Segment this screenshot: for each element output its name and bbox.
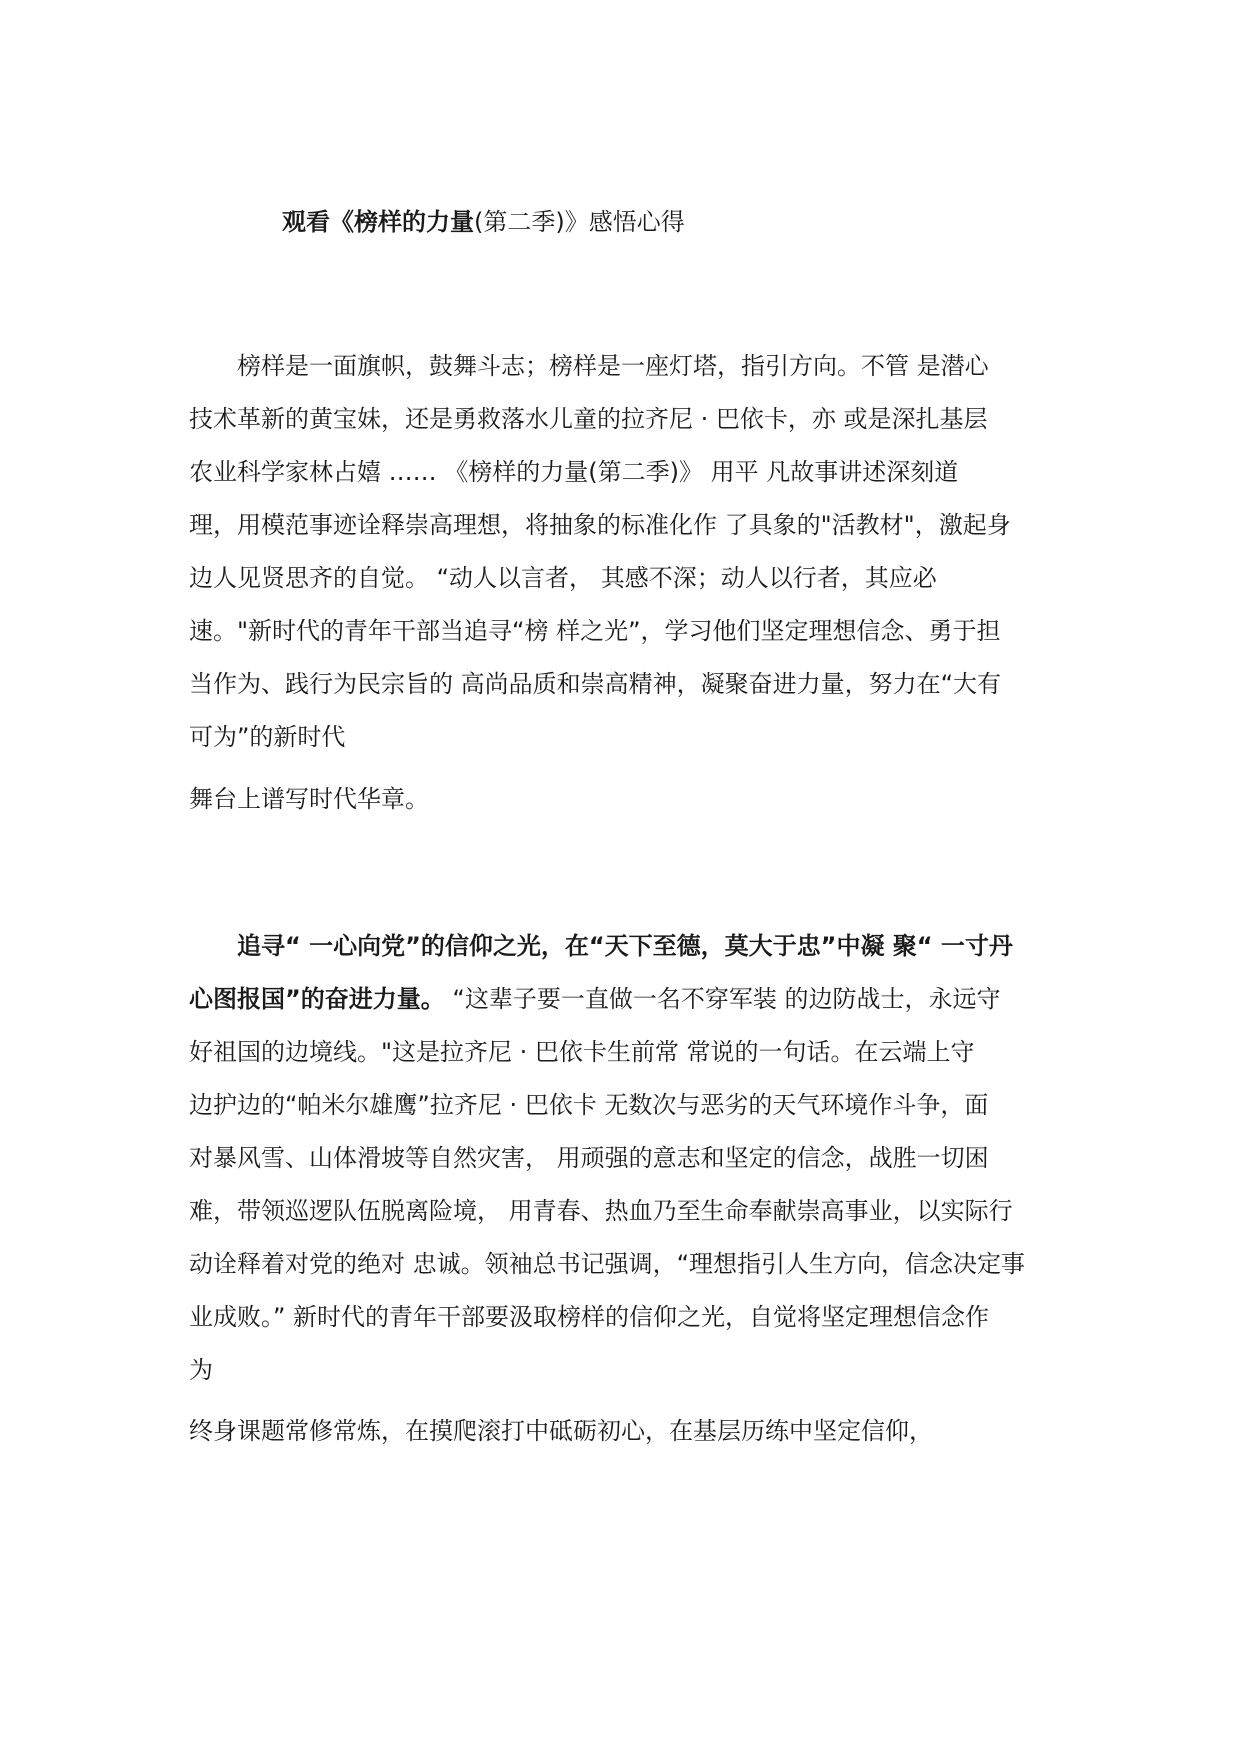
paragraph-line (189, 973, 1061, 1026)
paragraph-1-tail (189, 773, 1061, 826)
paragraph-line: 好祖国的边境线。"这是拉齐尼 · 巴依卡生前常 常说的一句话。在云端上守 (189, 1038, 975, 1066)
paragraph-line: 舞台上谱写时代华章。 (189, 785, 429, 813)
title-normal-part: (第二季)》感悟心得 (474, 208, 685, 236)
paragraph-2-tail (189, 1405, 1061, 1458)
paragraph-2 (189, 920, 1061, 1397)
title-bold-part: 观看《榜样的力量 (282, 208, 474, 236)
paragraph-line: 对暴风雪、山体滑坡等自然灾害， 用顽强的意志和坚定的信念，战胜一切困 (189, 1144, 989, 1172)
paragraph-heading-end: 心图报国”的奋进力量。 (189, 985, 445, 1013)
paragraph-heading-line: 追寻“ 一心向党”的信仰之光，在“天下至德，莫大于忠”中凝 聚“ 一寸丹 (237, 932, 1013, 960)
paragraph-line: 速。"新时代的青年干部当追寻“榜 样之光”，学习他们坚定理想信念、勇于担 (189, 617, 1001, 645)
paragraph-line: 榜样是一面旗帜，鼓舞斗志；榜样是一座灯塔，指引方向。不管 是潜心 (237, 352, 989, 380)
paragraph-line: 理，用模范事迹诠释崇高理想，将抽象的标准化作 了具象的"活教材"，激起身 (189, 511, 1011, 539)
document-title (282, 204, 1042, 240)
paragraph-1 (189, 340, 1061, 764)
paragraph-line: 当作为、践行为民宗旨的 高尚品质和崇高精神，凝聚奋进力量，努力在“大有 (189, 670, 1002, 698)
paragraph-line: 难，带领巡逻队伍脱离险境， 用青春、热血乃至生命奉献崇高事业，以实际行 (189, 1197, 1013, 1225)
paragraph-line: 边护边的“帕米尔雄鹰”拉齐尼 · 巴依卡 无数次与恶劣的天气环境作斗争，面 (189, 1091, 989, 1119)
paragraph-line: 为 (189, 1356, 213, 1384)
paragraph-line: 终身课题常修常炼，在摸爬滚打中砥砺初心，在基层历练中坚定信仰， (189, 1417, 933, 1445)
paragraph-line: 技术革新的黄宝妹，还是勇救落水儿童的拉齐尼 · 巴依卡，亦 或是深扎基层 (189, 405, 988, 433)
paragraph-line: 农业科学家林占嬉 …… 《榜样的力量(第二季)》 用平 凡故事讲述深刻道 (189, 458, 959, 486)
paragraph-line: 业成败。” 新时代的青年干部要汲取榜样的信仰之光，自觉将坚定理想信念作 (189, 1303, 990, 1331)
paragraph-line: 边人见贤思齐的自觉。 “动人以言者， 其感不深；动人以行者，其应必 (189, 564, 937, 592)
paragraph-line-rest: “这辈子要一直做一名不穿军装 的边防战士，永远守 (444, 985, 1001, 1013)
paragraph-line: 可为”的新时代 (189, 723, 346, 751)
paragraph-line: 动诠释着对党的绝对 忠诚。领袖总书记强调，“理想指引人生方向，信念决定事 (189, 1250, 1026, 1278)
